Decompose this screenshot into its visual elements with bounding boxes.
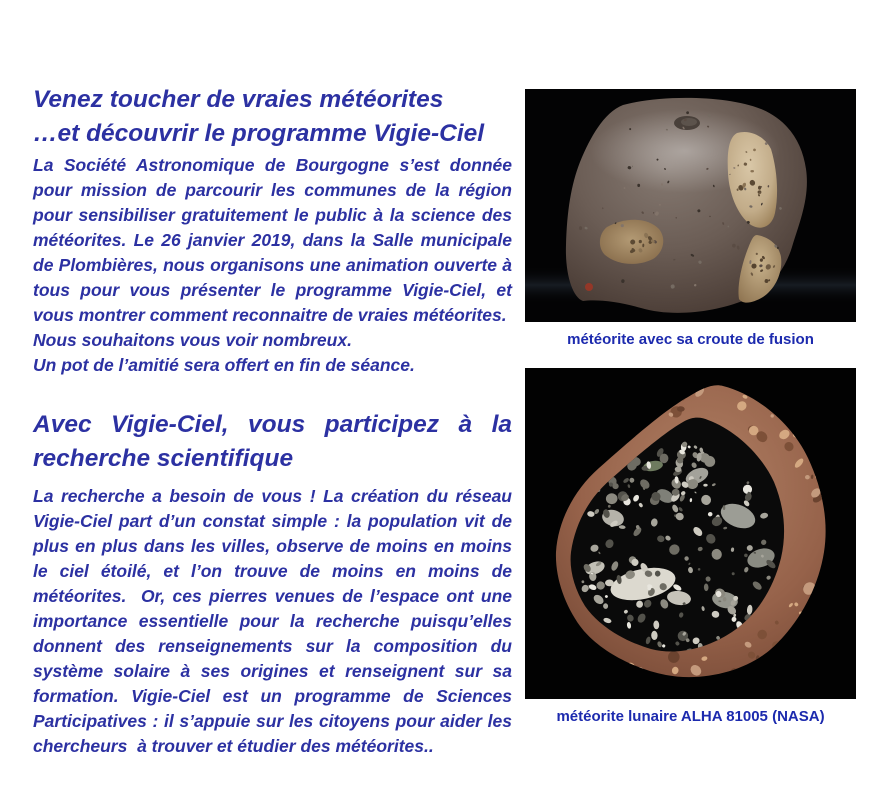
heading1-line1: Venez toucher de vraies météorites	[33, 86, 444, 113]
line-nous-souhaitons: Nous souhaitons vous voir nombreux.	[33, 330, 352, 350]
heading1-line2: …et découvrir le programme Vigie-Ciel	[33, 120, 485, 147]
lunar-meteorite-illustration	[525, 368, 856, 699]
heading-touch-meteorites	[33, 83, 512, 151]
texture-dot	[750, 170, 754, 172]
texture-dot	[723, 597, 727, 601]
caption-lunar-meteorite: météorite lunaire ALHA 81005 (NASA)	[556, 708, 825, 725]
regmaglypt-inner	[681, 118, 697, 126]
line-pot-amitie: Un pot de l’amitié sera offert en fin de séance.	[33, 355, 415, 375]
red-spot	[585, 283, 593, 291]
heading-vigie-ciel-participation: Avec Vigie-Ciel, vous participez à la recherche scientifique	[33, 411, 512, 472]
caption-fusion-crust: météorite avec sa croute de fusion	[567, 331, 814, 348]
text-column	[33, 83, 517, 759]
photo-meteorite-fusion-crust	[525, 89, 856, 322]
meteorite-fusion-crust-illustration	[525, 89, 856, 322]
paragraph-recherche: La recherche a besoin de vous ! La création du réseau Vigie-Ciel part d’un constat simple : la population vit de plus en plus dans les villes, observe de moins en moins le ciel étoilé, et l’on trouve de moins en moins de météorites. Or, ces pierres venues de l’espace ont une importance essentielle pour la recherche puisqu’elles donnent des renseignements sur la composition du système solaire à ses origines et renseignent sur sa formation. Vigie-Ciel est un programme de Sciences Participatives : il s’appuie sur les citoyens pour aider les chercheurs à trouver et étudier des météorites..	[33, 486, 517, 756]
paragraph-intro: La Société Astronomique de Bourgogne s’est donnée pour mission de parcourir les communes de la région pour sensibiliser gratuitement le public à la science des météorites. Le 26 janvier 2019, dans la Salle municipale de Plombières, nous organisons une animation ouverte à tous pour vous présenter le programme Vigie-Ciel, et vous montrer comment reconnaitre de vraies météorites.	[33, 155, 517, 325]
photo-lunar-meteorite	[525, 368, 856, 699]
texture-dot	[579, 226, 582, 230]
